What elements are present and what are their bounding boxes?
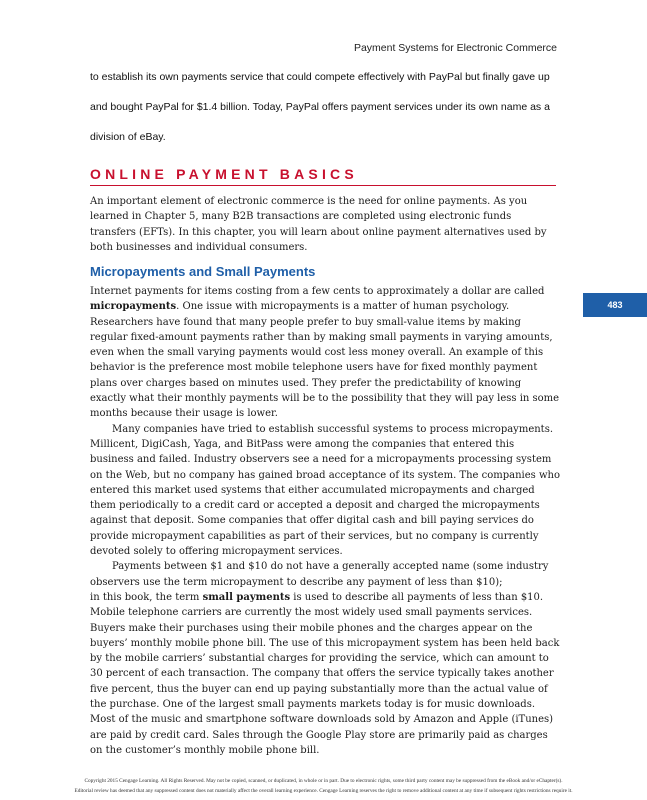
paragraph-small-payments-intro: Payments between $1 and $10 do not have a generally accepted name (some industry observers use the term micropayment to describe any payment of less than $10); xyxy=(90,561,549,588)
key-term-small-payments: small payments xyxy=(202,591,291,603)
p1-text-after: . One issue with micropayments is a matter of human psychology. Researchers have found that many people prefer to buy small-value items by making regular fixed-amount payments rather than by making small payments in varying amounts, even when the small varying payments would cost less money overall. An example of this behavior is the preference most mobile telephone users have for fixed monthly payment plans over charges based on minutes used. They prefer the predictability of knowing exactly what their monthly payments will be to the possibility that they will pay less in some months because their usage is lower. xyxy=(90,301,560,420)
p1-text-before: Internet payments for items costing from a few cents to approximately a dollar are called xyxy=(90,286,545,297)
p3-text-after: is used to describe all payments of less than $10. Mobile telephone carriers are currently the most widely used small payments services. Buyers make their purchases using their mobile phones and the charges appear on the buyers’ monthly mobile phone bill. The use of this micropayment system has been held back by the mobile carriers’ substantial charges for providing the service, which can amount to 30 percent of each transaction. The company that offers the service typically takes another five percent, thus the buyer can end up paying substantially more than the actual value of the purchase. One of the largest small payments markets today is for music downloads. Most of the music and smartphone software downloads sold by Amazon and Apple (iTunes) are paid by credit card. Sales through the Google Play store are primarily paid as charges on the customer’s monthly mobile phone bill. xyxy=(90,591,560,756)
copyright-footer-line-2: Editorial review has deemed that any suppressed content does not materially affect the overall learning experience. Cengage Learning reserves the right to remove additional content at any time if subsequent rights restrictions require it. xyxy=(74,788,573,794)
paragraph-companies: Many companies have tried to establish successful systems to process micropayments. Millicent, DigiCash, Yaga, and BitPass were among the companies that entered this business and failed. Industry observers see a need for a micropayments processing system on the Web, but no company has gained broad acceptance of its system. The companies who entered this market used systems that either accumulated micropayments and charged them periodically to a credit card or accepted a deposit and charged the micropayments against that deposit. Some companies that offer digital cash and bill paying services do provide micropayment capabilities as part of their services, but no company is currently devoted solely to offering micropayment services. xyxy=(90,423,560,558)
section-intro-paragraph: An important element of electronic commerce is the need for online payments. As you learned in Chapter 5, many B2B transactions are completed using electronic funds transfers (EFTs). In this chapter, you will learn about online payment alternatives used by both businesses and individual consumers. xyxy=(90,196,547,253)
p3-text-before: in this book, the term xyxy=(90,591,203,603)
paragraph-micropayments xyxy=(90,284,560,422)
page-number-badge: 483 xyxy=(583,293,647,317)
key-term-micropayments: micropayments xyxy=(90,301,177,313)
lead-paragraph: to establish its own payments service that could compete effectively with PayPal but finally gave up and bought PayPal for $1.4 billion. Today, PayPal offers payment services under its own name as a division of eBay. xyxy=(90,71,550,143)
paragraph-small-payments xyxy=(90,590,560,758)
running-header: Payment Systems for Electronic Commerce xyxy=(353,42,557,54)
section-heading: ONLINE PAYMENT BASICS xyxy=(90,166,556,186)
subsection-heading: Micropayments and Small Payments xyxy=(90,264,316,279)
copyright-footer-line-1: Copyright 2015 Cengage Learning. All Rights Reserved. May not be copied, scanned, or duplicated, in whole or in part. Due to electronic rights, some third party content may be suppressed from the eBook and/or eChapter(s). xyxy=(84,778,563,784)
subsection-body xyxy=(90,284,560,758)
